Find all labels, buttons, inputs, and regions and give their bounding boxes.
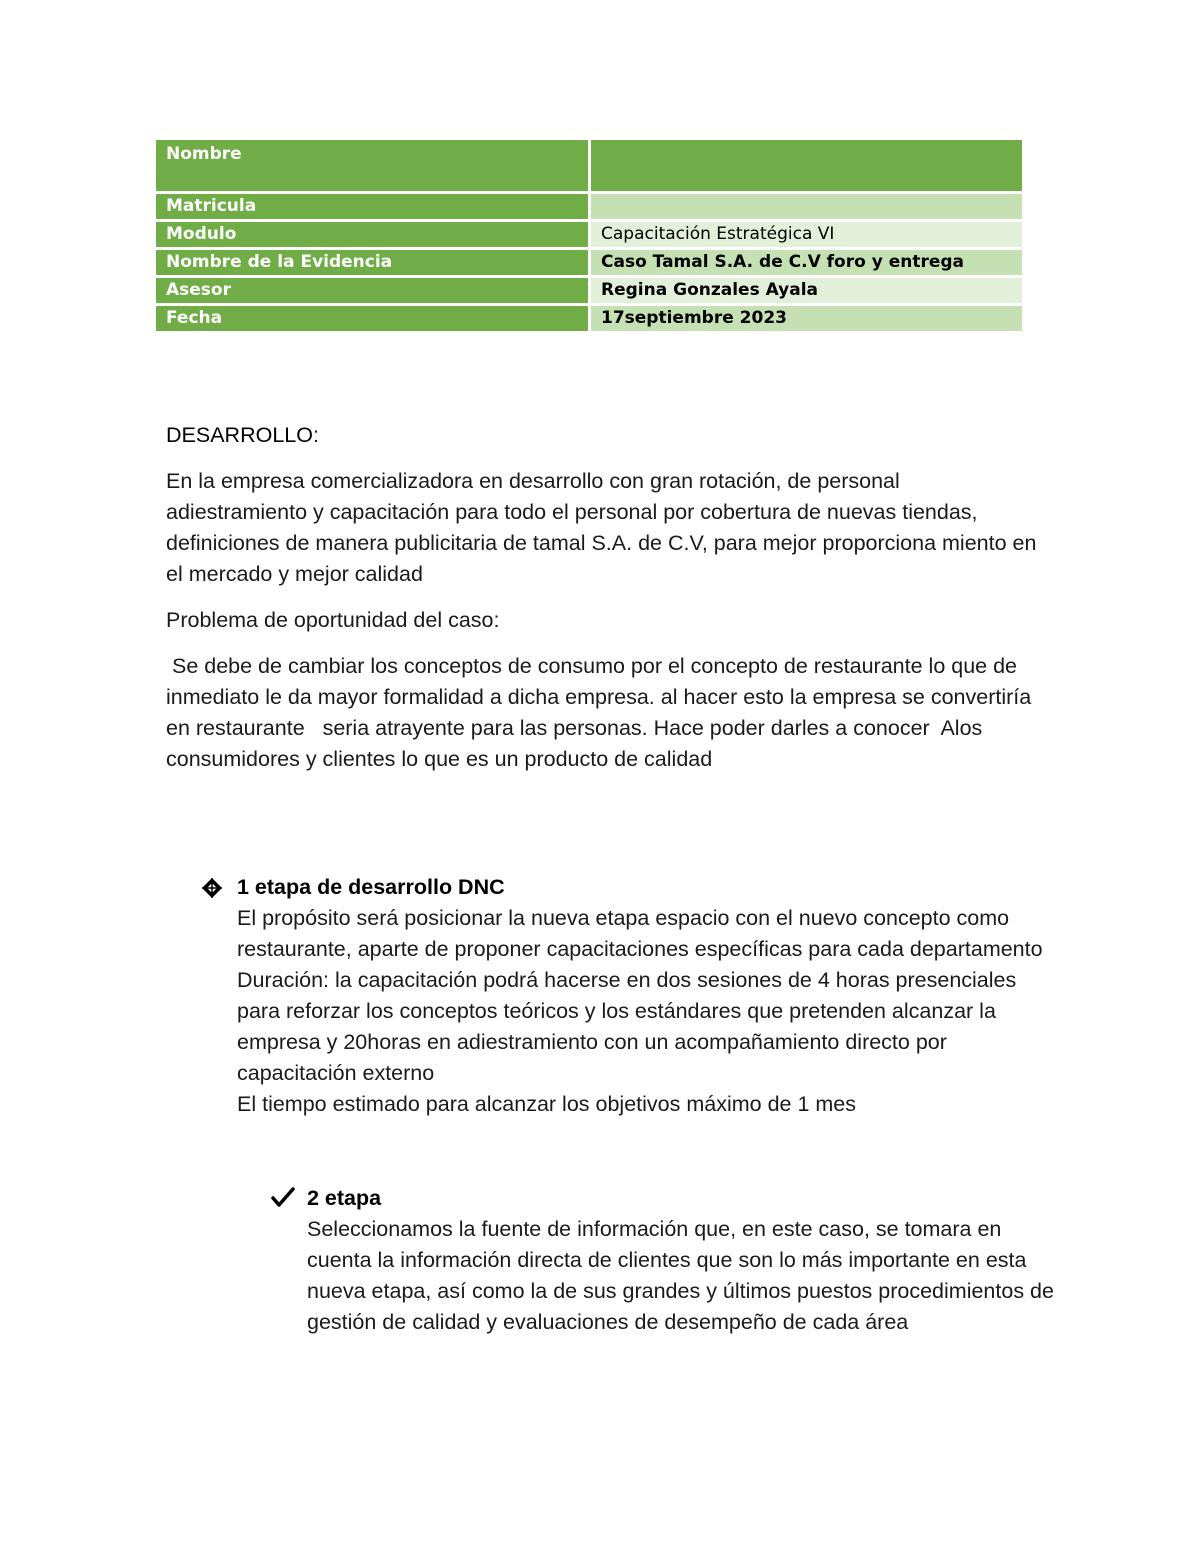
- student-info-table: [156, 140, 1022, 334]
- stage-2-title: 2 etapa: [307, 1186, 382, 1210]
- development-section: [166, 420, 1046, 790]
- table-row-modulo: [156, 222, 1022, 250]
- table-row-evidencia: [156, 250, 1022, 278]
- stage-2-block: [307, 1183, 1057, 1338]
- stage-1-purpose: El propósito será posicionar la nueva etapa espacio con el nuevo concepto como restaurante, aparte de proponer capacitaciones específicas para cada departamento: [237, 906, 1043, 961]
- paragraph-problem: Se debe de cambiar los conceptos de consumo por el concepto de restaurante lo que de inmediato le da mayor formalidad a dicha empresa. al hacer esto la empresa se convertiría en restaurante seria atrayente para las personas. Hace poder darles a conocer Alos consumidores y clientes lo que es un producto de calidad: [166, 654, 1038, 771]
- stage-1-title: 1 etapa de desarrollo DNC: [237, 875, 505, 899]
- table-row-asesor: [156, 278, 1022, 306]
- value-matricula: [591, 194, 1022, 222]
- table-row-fecha: [156, 306, 1022, 334]
- stage-1-duration: Duración: la capacitación podrá hacerse en dos sesiones de 4 horas presenciales para reforzar los conceptos teóricos y los estándares que pretenden alcanzar la empresa y 20horas en adiestramiento con un acompañamiento directo por capacitación externo: [237, 968, 1017, 1085]
- diamond-bullet-icon: [201, 877, 223, 899]
- value-evidencia: Caso Tamal S.A. de C.V foro y entrega: [591, 250, 1022, 278]
- heading-word: DESARROLLO: [166, 423, 313, 447]
- section-heading: [166, 420, 1046, 451]
- label-asesor: Asesor: [156, 278, 591, 306]
- label-nombre: Nombre: [156, 140, 591, 194]
- paragraph-problem-label: Problema de oportunidad del caso:: [166, 608, 500, 632]
- label-evidencia: Nombre de la Evidencia: [156, 250, 591, 278]
- label-fecha: Fecha: [156, 306, 591, 334]
- stage-2-sources: Seleccionamos la fuente de información que, en este caso, se tomara en cuenta la información directa de clientes que son lo más importante en esta nueva etapa, así como la de sus grandes y últimos puestos procedimientos de gestión de calidad y evaluaciones de desempeño de cada área: [307, 1217, 1054, 1334]
- stage-1-block: [237, 872, 1057, 1120]
- value-nombre: [591, 140, 1022, 194]
- table-row-nombre: [156, 140, 1022, 194]
- paragraph-intro: En la empresa comercializadora en desarrollo con gran rotación, de personal adiestramiento y capacitación para todo el personal por cobertura de nuevas tiendas, definiciones de manera publicitaria de tamal S.A. de C.V, para mejor proporciona miento en el mercado y mejor calidad: [166, 469, 1037, 586]
- value-modulo: Capacitación Estratégica VI: [591, 222, 1022, 250]
- heading-colon: :: [312, 423, 319, 447]
- stage-1-time: El tiempo estimado para alcanzar los objetivos máximo de 1 mes: [237, 1092, 857, 1116]
- value-fecha: 17septiembre 2023: [591, 306, 1022, 334]
- label-matricula: Matricula: [156, 194, 591, 222]
- checkmark-bullet-icon: [271, 1186, 295, 1208]
- table-row-matricula: [156, 194, 1022, 222]
- label-modulo: Modulo: [156, 222, 591, 250]
- value-asesor: Regina Gonzales Ayala: [591, 278, 1022, 306]
